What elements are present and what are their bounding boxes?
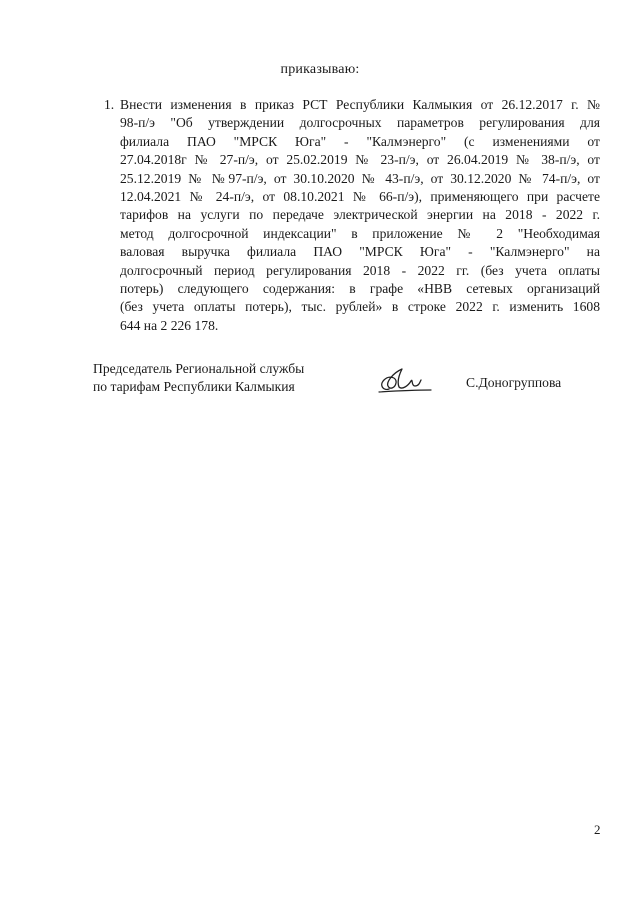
item-number: 1.: [104, 97, 115, 112]
signatory-title-line: Председатель Региональной службы: [93, 361, 305, 376]
item-line: долгосрочный период регулирования 2018 - 2022 гг. (без учета оплаты: [120, 262, 600, 278]
order-heading: приказываю:: [280, 62, 360, 77]
item-line: Внести изменения в приказ РСТ Республики Калмыкия от 26.12.2017 г. №: [120, 97, 600, 112]
item-line: потерь) следующего содержания: в графе «НВВ сетевых организаций: [120, 281, 600, 297]
item-line: 25.12.2019 № №97-п/э, от 30.10.2020 № 43-п/э, от 30.12.2020 № 74-п/э, от: [120, 170, 600, 186]
item-line: тарифов на услуги по передаче электрической энергии на 2018 - 2022 г.: [120, 207, 600, 223]
item-line: филиала ПАО "МРСК Юга" - "Калмэнерго" (с изменениями от: [120, 133, 600, 149]
item-text: [120, 96, 600, 335]
item-line: 98-п/э "Об утверждении долгосрочных параметров регулирования для: [120, 115, 600, 131]
signatory-title: [93, 360, 304, 396]
handwritten-signature: [375, 364, 433, 398]
item-line: 644 на 2 226 178.: [120, 317, 219, 333]
item-line: 12.04.2021 № 24-п/э, от 08.10.2021 № 66-п/э), применяющего при расчете: [120, 189, 600, 205]
page-number: 2: [594, 822, 601, 837]
item-line: метод долгосрочной индексации" в приложение № 2 "Необходимая: [120, 225, 600, 241]
signer-name: С.Доногруппова: [466, 375, 562, 390]
item-line: (без учета оплаты потерь), тыс. рублей» в строке 2022 г. изменить 1608: [120, 299, 600, 315]
order-item-1: [104, 96, 604, 335]
signatory-title-line: по тарифам Республики Калмыкия: [93, 379, 295, 394]
item-line: 27.04.2018г № 27-п/э, от 25.02.2019 № 23-п/э, от 26.04.2019 № 38-п/э, от: [120, 152, 600, 168]
item-line: валовая выручка филиала ПАО "МРСК Юга" - "Калмэнерго" на: [120, 244, 600, 260]
